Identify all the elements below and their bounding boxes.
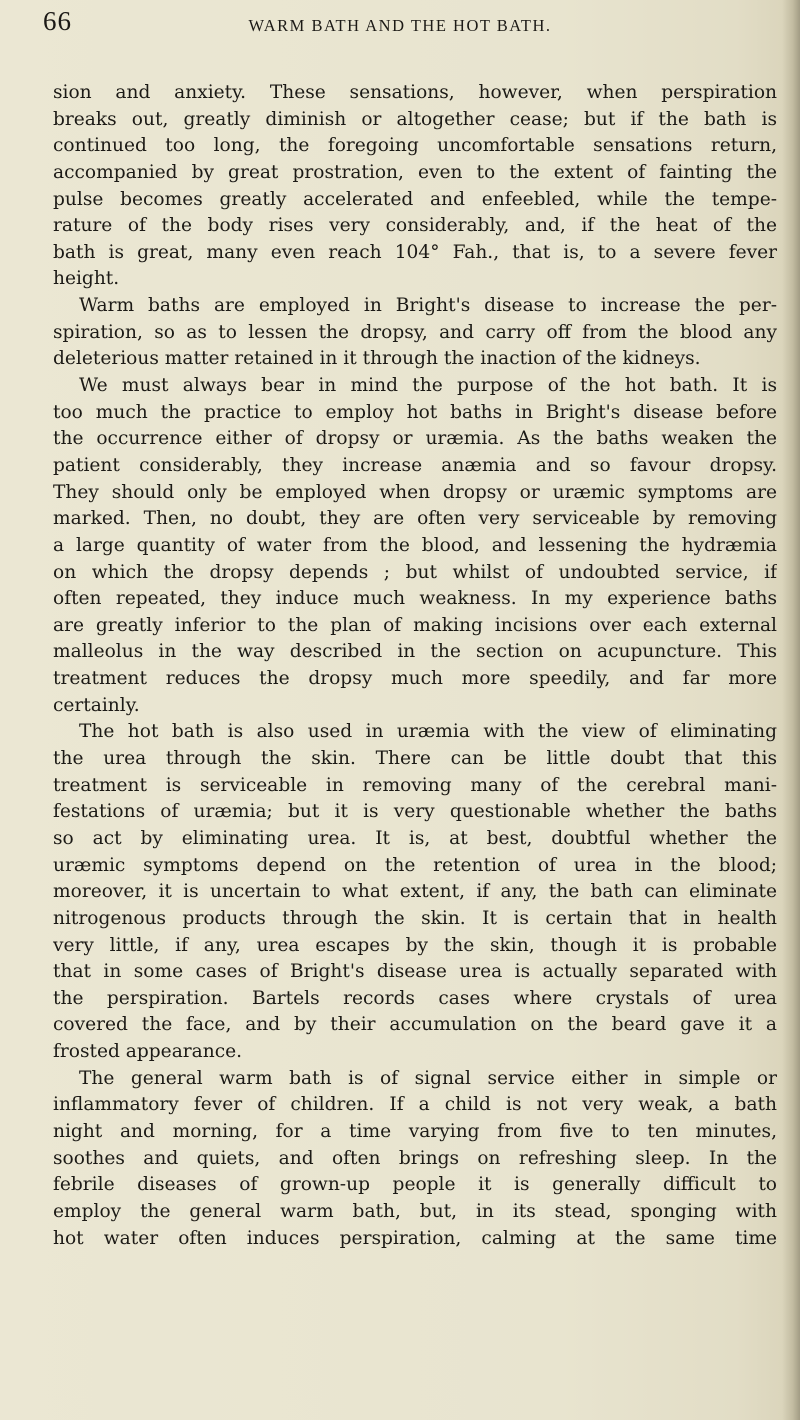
text-line: night and morning, for a time varying from five to ten minutes, — [53, 1120, 777, 1142]
text-line: often repeated, they induce much weakness. In my experience baths — [53, 588, 777, 610]
text-line: inflammatory fever of children. If a child is not very weak, a bath — [53, 1094, 777, 1116]
page-edge-shadow — [782, 0, 800, 1420]
text-line: accompanied by great prostration, even to the extent of fainting the — [53, 161, 777, 183]
body-text — [53, 80, 777, 1252]
text-line: continued too long, the foregoing uncomfortable sensations return, — [53, 135, 777, 157]
text-line: that in some cases of Bright's disease urea is actually separated with — [53, 961, 777, 983]
text-line: covered the face, and by their accumulation on the beard gave it a — [53, 1014, 777, 1036]
text-line: too much the practice to employ hot baths in Bright's disease before — [53, 401, 777, 423]
text-line: very little, if any, urea escapes by the skin, though it is probable — [53, 934, 777, 956]
page-number: 66 — [43, 6, 72, 36]
text-line: The hot bath is also used in uræmia with the view of eliminating — [79, 721, 777, 743]
text-line: are greatly inferior to the plan of making incisions over each external — [53, 614, 777, 636]
text-line: febrile diseases of grown-up people it is generally difficult to — [53, 1174, 777, 1196]
text-line: Warm baths are employed in Bright's disease to increase the per- — [79, 295, 777, 317]
text-line: certainly. — [53, 694, 140, 716]
text-line: nitrogenous products through the skin. It is certain that in health — [53, 907, 777, 929]
text-line: the occurrence either of dropsy or uræmia. As the baths weaken the — [53, 428, 777, 450]
text-line: the perspiration. Bartels records cases where crystals of urea — [53, 987, 777, 1009]
text-line: frosted appearance. — [53, 1041, 243, 1063]
text-line: They should only be employed when dropsy or uræmic symptoms are — [53, 481, 777, 503]
text-line: soothes and quiets, and often brings on refreshing sleep. In the — [53, 1147, 777, 1169]
text-line: pulse becomes greatly accelerated and enfeebled, while the tempe- — [53, 188, 777, 210]
text-line: breaks out, greatly diminish or altogether cease; but if the bath is — [53, 108, 777, 130]
text-line: deleterious matter retained in it through the inaction of the kidneys. — [53, 348, 701, 370]
text-line: spiration, so as to lessen the dropsy, and carry off from the blood any — [53, 321, 777, 343]
text-line: so act by eliminating urea. It is, at best, doubtful whether the — [53, 827, 777, 849]
text-line: uræmic symptoms depend on the retention of urea in the blood; — [53, 854, 777, 876]
text-line: We must always bear in mind the purpose of the hot bath. It is — [79, 375, 777, 397]
text-line: bath is great, many even reach 104° Fah., that is, to a severe fever — [53, 241, 777, 263]
text-line: The general warm bath is of signal service either in simple or — [79, 1067, 777, 1089]
text-line: treatment is serviceable in removing many of the cerebral mani- — [53, 774, 777, 796]
text-line: rature of the body rises very considerably, and, if the heat of the — [53, 215, 777, 237]
text-line: sion and anxiety. These sensations, however, when perspiration — [53, 82, 777, 103]
text-line: marked. Then, no doubt, they are often very serviceable by removing — [53, 508, 777, 530]
text-line: treatment reduces the dropsy much more speedily, and far more — [53, 668, 777, 690]
text-line: malleolus in the way described in the section on acupuncture. This — [53, 641, 777, 663]
text-line: patient considerably, they increase anæmia and so favour dropsy. — [53, 454, 777, 476]
text-line: employ the general warm bath, but, in its stead, sponging with — [53, 1200, 777, 1222]
text-line: the urea through the skin. There can be little doubt that this — [53, 748, 777, 770]
text-line: moreover, it is uncertain to what extent, if any, the bath can eliminate — [53, 881, 777, 903]
text-line: hot water often induces perspiration, calming at the same time — [53, 1227, 777, 1249]
text-line: festations of uræmia; but it is very questionable whether the baths — [53, 801, 777, 823]
text-line: on which the dropsy depends ; but whilst of undoubted service, if — [53, 561, 777, 583]
text-line: a large quantity of water from the blood, and lessening the hydræmia — [53, 534, 777, 556]
running-title: WARM BATH AND THE HOT BATH. — [248, 16, 552, 35]
text-line: height. — [53, 268, 120, 290]
